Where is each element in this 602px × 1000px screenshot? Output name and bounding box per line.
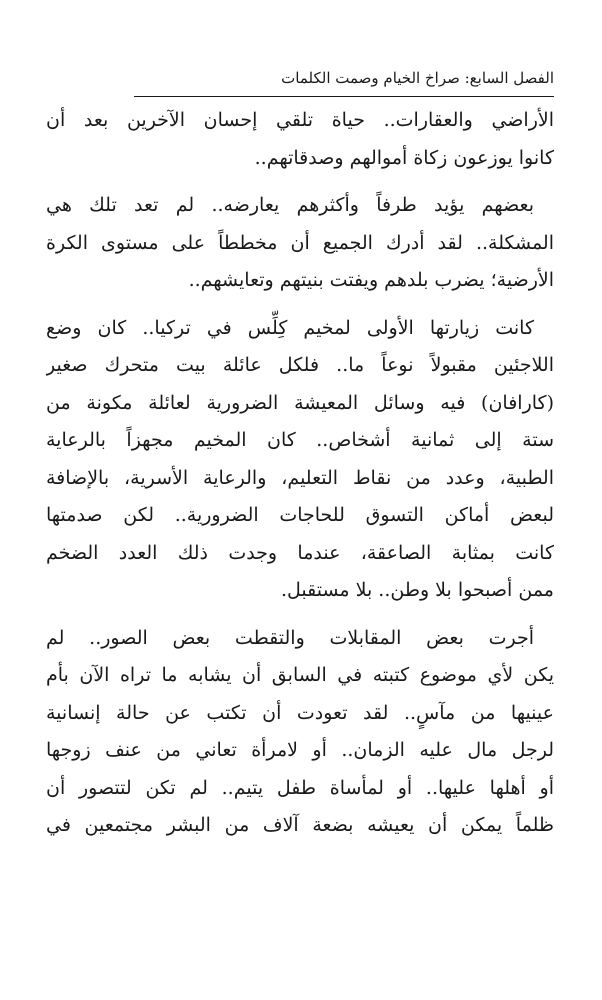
text-line: الطبية، وعدد من نقاط التعليم، والرعاية الأسرية، بالإضافة [46,466,554,489]
text-line: كانت بمثابة الصاعقة، عندما وجدت ذلك العدد الضخم [46,541,554,564]
paragraph-2 [46,187,554,300]
text-line: لرجل مال عليه الزمان.. أو لامرأة تعاني من عنف زوجها [46,739,554,761]
text-line: بعضهم يؤيد طرفاً وأكثرهم يعارضه.. لم تعد تلك هي [46,194,534,216]
text-line: أو أهلها عليها.. أو لمأساة طفل يتيم.. لم تكن لتتصور أن [46,776,554,799]
text-line: الأرضية؛ يضرب بلدهم ويفتت بنيتهم وتعايشهم.. [188,269,554,291]
text-line: ظلماً يمكن أن يعيشه بضعة آلاف من البشر مجتمعين في [46,814,554,836]
text-line: لبعض أماكن التسوق للحاجات الضرورية.. لكن صدمتها [46,504,554,526]
running-header [134,66,554,97]
text-line: اللاجئين مقبولاً نوعاً ما.. فلكل عائلة بيت متحرك صغير [46,354,554,376]
text-line: ستة إلى ثمانية أشخاص.. كان المخيم مجهزاً بالرعاية [46,429,554,451]
body-text [46,102,554,845]
text-line: كانوا يوزعون زكاة أموالهم وصدقاتهم.. [254,146,554,169]
text-line: عينيها من مآسٍ.. لقد تعودت أن تكتب عن حالة إنسانية [46,701,554,724]
text-line: ممن أصبحوا بلا وطن.. بلا مستقبل. [280,579,554,601]
text-line: أجرت بعض المقابلات والتقطت بعض الصور.. لم [46,626,534,649]
running-header-title: الفصل السابع: صراخ الخيام وصمت الكلمات [281,69,554,87]
text-line: يكن لأي موضوع كتبته في السابق أن يشابه ما تراه الآن بأم [46,664,554,686]
text-line: كانت زيارتها الأولى لمخيم كِلِّس في تركيا.. كان وضع [46,316,534,339]
text-line: الأراضي والعقارات.. حياة تلقي إحسان الآخرين بعد أن [46,109,554,131]
paragraph-1 [46,102,554,177]
paragraph-3 [46,310,554,610]
text-line: (كارافان) فيه وسائل المعيشة الضرورية لعائلة مكونة من [46,391,554,414]
paragraph-4 [46,620,554,845]
text-line: المشكلة.. لقد أدرك الجميع أن مخططاً على مستوى الكرة [46,231,554,254]
